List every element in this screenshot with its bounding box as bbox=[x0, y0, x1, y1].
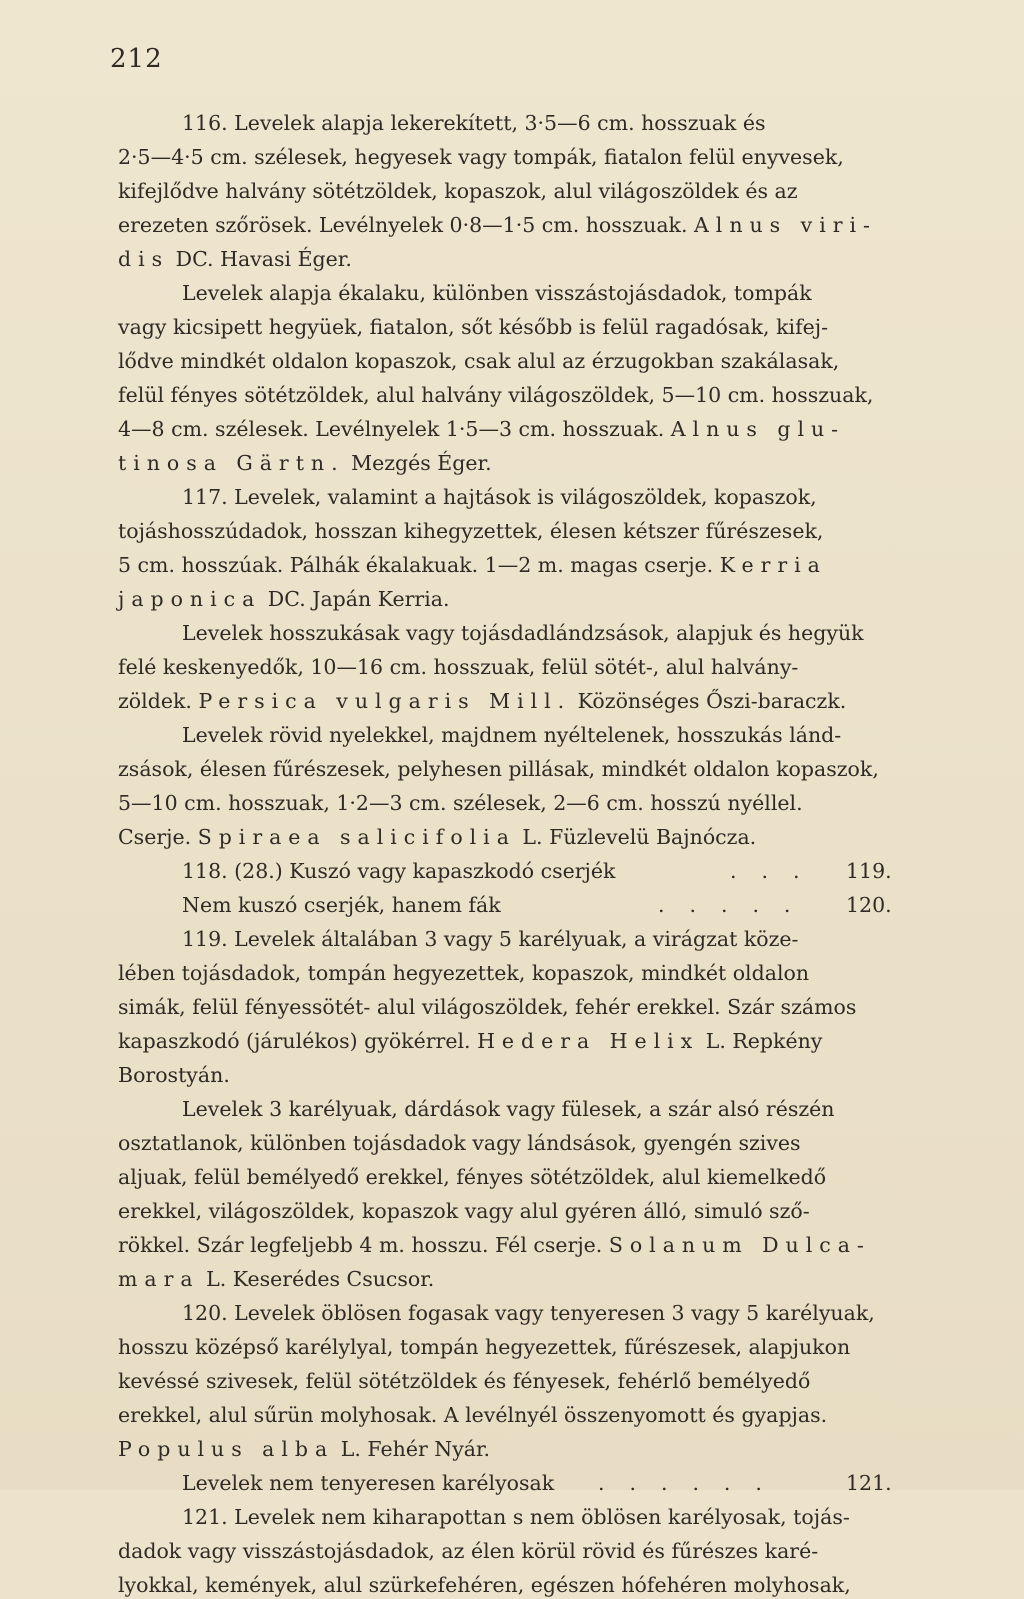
text-line: dis DC. Havasi Éger. bbox=[118, 247, 352, 271]
text-line: rökkel. Szár legfeljebb 4 m. hosszu. Fél cserje. Solanum Dulca- bbox=[118, 1233, 871, 1257]
key-reference: 120. bbox=[846, 893, 892, 917]
text-line: hosszu középső karélylyal, tompán hegyezettek, fűrészesek, alapjukon bbox=[118, 1335, 851, 1359]
key-line: 118. (28.) Kuszó vagy kapaszkodó cserjék bbox=[182, 859, 616, 883]
species-name: Alnus viri- bbox=[694, 213, 877, 237]
species-name: mara bbox=[118, 1267, 200, 1291]
text-line: 119. Levelek általában 3 vagy 5 karélyuak, a virágzat köze- bbox=[182, 927, 799, 951]
text-line: lében tojásdadok, tompán hegyezettek, kopaszok, mindkét oldalon bbox=[118, 961, 810, 985]
text-line: 120. Levelek öblösen fogasak vagy tenyeresen 3 vagy 5 karélyuak, bbox=[182, 1301, 875, 1325]
page-number: 212 bbox=[110, 44, 163, 74]
key-leader-dots: . . . bbox=[730, 859, 809, 883]
text-line: kapaszkodó (járulékos) gyökérrel. Hedera Helix L. Repkény bbox=[118, 1029, 823, 1053]
species-name: Spiraea salicifolia bbox=[197, 825, 516, 849]
text-line: zöldek. Persica vulgaris Mill. Közönséges Őszi-baraczk. bbox=[118, 689, 847, 713]
text-line: tinosa Gärtn. Mezgés Éger. bbox=[118, 451, 492, 475]
text-line: erekkel, világoszöldek, kopaszok vagy alul gyéren álló, simuló sző- bbox=[118, 1199, 810, 1223]
species-name: japonica bbox=[118, 587, 262, 611]
text-line: felé keskenyedők, 10—16 cm. hosszuak, felül sötét-, alul halvány- bbox=[118, 655, 799, 679]
text-line: erekkel, alul sűrün molyhosak. A levélnyél összenyomott és gyapjas. bbox=[118, 1403, 828, 1427]
text-line: japonica DC. Japán Kerria. bbox=[118, 587, 450, 611]
text-line: 2·5—4·5 cm. szélesek, hegyesek vagy tompák, fiatalon felül enyvesek, bbox=[118, 145, 844, 169]
species-name: Kerria bbox=[719, 553, 827, 577]
text-line: mara L. Keserédes Csucsor. bbox=[118, 1267, 435, 1291]
key-line: Levelek nem tenyeresen karélyosak bbox=[182, 1471, 555, 1495]
species-name: Populus alba bbox=[118, 1437, 335, 1461]
text-line: simák, felül fényessötét- alul világoszöldek, fehér erekkel. Szár számos bbox=[118, 995, 857, 1019]
text-line: lődve mindkét oldalon kopaszok, csak alul az érzugokban szakálasak, bbox=[118, 349, 840, 373]
text-line: felül fényes sötétzöldek, alul halvány világoszöldek, 5—10 cm. hosszuak, bbox=[118, 383, 874, 407]
key-line: Nem kuszó cserjék, hanem fák bbox=[182, 893, 501, 917]
text-line: 5 cm. hosszúak. Pálhák ékalakuak. 1—2 m. magas cserje. Kerria bbox=[118, 553, 827, 577]
species-name: Alnus glu- bbox=[670, 417, 846, 441]
text-line: Populus alba L. Fehér Nyár. bbox=[118, 1437, 491, 1461]
text-line: lyokkal, kemények, alul szürkefehéren, egészen hófehéren molyhosak, bbox=[118, 1573, 851, 1597]
text-line: Levelek rövid nyelekkel, majdnem nyéltelenek, hosszukás lánd- bbox=[182, 723, 842, 747]
key-reference: 119. bbox=[846, 859, 892, 883]
species-name: tinosa Gärtn. bbox=[118, 451, 345, 475]
species-name: dis bbox=[118, 247, 170, 271]
text-line: tojáshosszúdadok, hosszan kihegyzettek, élesen kétszer fűrészesek, bbox=[118, 519, 824, 543]
text-line: kevéssé szivesek, felül sötétzöldek és fényesek, fehérlő bemélyedő bbox=[118, 1369, 811, 1393]
text-line: Levelek hosszukásak vagy tojásdadlándzsások, alapjuk és hegyük bbox=[182, 621, 864, 645]
key-reference: 121. bbox=[846, 1471, 892, 1495]
key-leader-dots: . . . . . . bbox=[598, 1471, 772, 1495]
text-line: Levelek 3 karélyuak, dárdások vagy fülesek, a szár alsó részén bbox=[182, 1097, 835, 1121]
key-leader-dots: . . . . . bbox=[658, 893, 800, 917]
text-line: 121. Levelek nem kiharapottan s nem öblösen karélyosak, tojás- bbox=[182, 1505, 850, 1529]
text-line: 116. Levelek alapja lekerekített, 3·5—6 cm. hosszuak és bbox=[182, 111, 766, 135]
text-line: vagy kicsipett hegyüek, fiatalon, sőt később is felül ragadósak, kifej- bbox=[118, 315, 829, 339]
text-line: Cserje. Spiraea salicifolia L. Füzlevelü Bajnócza. bbox=[118, 825, 757, 849]
text-line: 117. Levelek, valamint a hajtások is világoszöldek, kopaszok, bbox=[182, 485, 817, 509]
species-name: Persica vulgaris Mill. bbox=[198, 689, 572, 713]
text-line: dadok vagy visszástojásdadok, az élen körül rövid és fűrészes karé- bbox=[118, 1539, 819, 1563]
text-line: erezeten szőrösek. Levélnyelek 0·8—1·5 cm. hosszuak. Alnus viri- bbox=[118, 213, 877, 237]
text-line: kifejlődve halvány sötétzöldek, kopaszok, alul világoszöldek és az bbox=[118, 179, 798, 203]
text-line: Borostyán. bbox=[118, 1063, 230, 1087]
text-line: 5—10 cm. hosszuak, 1·2—3 cm. szélesek, 2—6 cm. hosszú nyéllel. bbox=[118, 791, 803, 815]
text-line: osztatlanok, különben tojásdadok vagy lándsások, gyengén szives bbox=[118, 1131, 801, 1155]
text-line: zsások, élesen fűrészesek, pelyhesen pillásak, mindkét oldalon kopaszok, bbox=[118, 757, 879, 781]
text-line: aljuak, felül bemélyedő erekkel, fényes sötétzöldek, alul kiemelkedő bbox=[118, 1165, 827, 1189]
text-line: Levelek alapja ékalaku, különben visszástojásdadok, tompák bbox=[182, 281, 812, 305]
species-name: Hedera Helix bbox=[477, 1029, 700, 1053]
species-name: Solanum Dulca- bbox=[608, 1233, 871, 1257]
text-line: 4—8 cm. szélesek. Levélnyelek 1·5—3 cm. hosszuak. Alnus glu- bbox=[118, 417, 846, 441]
